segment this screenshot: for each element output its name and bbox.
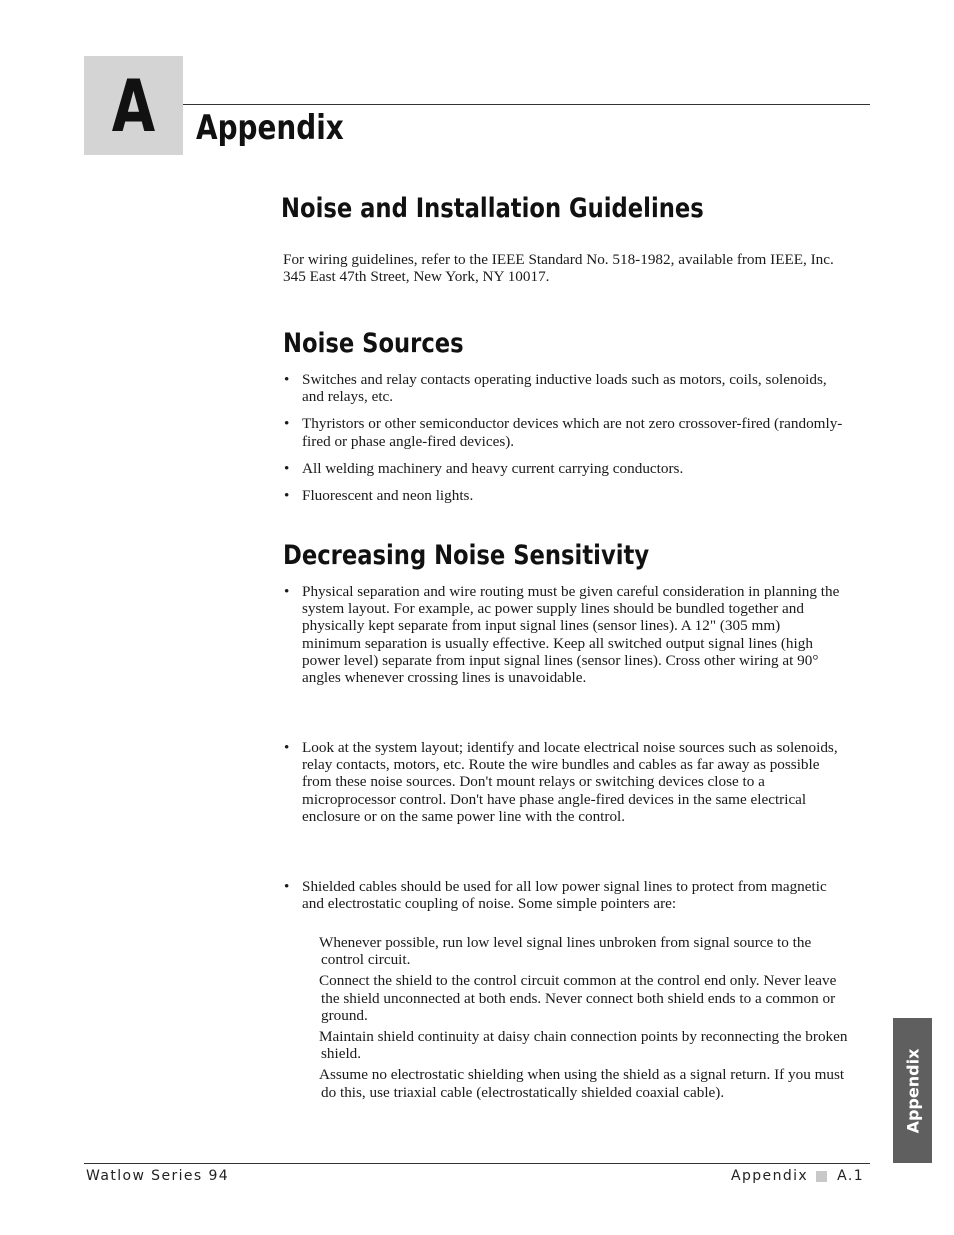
square-separator-icon [816,1171,827,1182]
bullet-icon: • [284,878,290,895]
bullet-icon: • [284,459,290,477]
paragraph-wiring-guidelines: For wiring guidelines, refer to the IEEE Standard No. 518-1982, available from IEEE, Inc. 345 East 47th Street, New York, NY 10017. [283,251,834,286]
list-item: Maintain shield continuity at daisy chain connection points by reconnecting the broken shield. [319,1028,848,1063]
side-tab-label: Appendix [903,1048,922,1133]
list-item: • Thyristors or other semiconductor devices which are not zero crossover-fired (randomly-fired or phase angle-fired devices). [284,415,843,450]
bullet-icon: • [284,415,290,433]
list-item: • Switches and relay contacts operating inductive loads such as motors, coils, solenoids, and relays, etc. [284,371,827,406]
chapter-letter-block [84,56,183,155]
list-item: Whenever possible, run low level signal lines unbroken from signal source to the control circuit. [319,934,812,969]
list-item: Connect the shield to the control circuit common at the control end only. Never leave the shield unconnected at both ends. Never connect both shield ends to a common or ground. [319,972,837,1024]
heading-noise-sources: Noise Sources [283,328,464,359]
decreasing-noise-list-2 [283,739,843,825]
heading-decreasing-noise: Decreasing Noise Sensitivity [283,540,650,571]
footer-product-name: Watlow Series 94 [86,1168,230,1184]
bullet-icon: • [284,739,290,756]
list-item: • Shielded cables should be used for all low power signal lines to protect from magnetic and electrostatic coupling of noise. Some simple pointers are: [284,878,827,913]
chapter-letter: A [111,64,156,148]
footer-page-info [731,1168,864,1184]
noise-sources-list [283,371,843,504]
appendix-side-tab [893,1018,932,1163]
bullet-icon: • [284,487,290,505]
chapter-title: Appendix [196,108,344,148]
footer-section-name: Appendix [731,1168,809,1184]
footer-rule [84,1163,870,1164]
header-rule [183,104,870,105]
list-item: • Fluorescent and neon lights. [284,487,474,505]
list-item: • Look at the system layout; identify and locate electrical noise sources such as solenoids, relay contacts, motors, etc. Route the wire bundles and cables as far away as possible from these noise sources. Don't mount relays or switching devices close to a microprocessor control. Don't have phase angle-fired devices in the same electrical enclosure or on the same power line with the control. [284,739,838,825]
list-item: • Physical separation and wire routing must be given careful consideration in planning the system layout. For example, ac power supply lines should be bundled together and physically kept separate from input signal lines (sensor lines). A 12" (305 mm) minimum separation is usually effective. Keep all switched output signal lines (high power level) separate from input signal lines (sensor lines). Cross other wiring at 90° angles whenever crossing lines is unavoidable. [284,583,840,687]
bullet-icon: • [284,583,290,600]
shield-pointers-list [318,934,848,1105]
decreasing-noise-list-3 [283,878,843,912]
list-item: • All welding machinery and heavy current carrying conductors. [284,459,684,477]
heading-noise-installation: Noise and Installation Guidelines [281,193,704,224]
list-item: Assume no electrostatic shielding when using the shield as a signal return. If you must do this, use triaxial cable (electrostatically shielded coaxial cable). [319,1066,845,1101]
bullet-icon: • [284,371,290,388]
decreasing-noise-list-1 [283,583,843,686]
footer-page-number: A.1 [837,1168,864,1184]
